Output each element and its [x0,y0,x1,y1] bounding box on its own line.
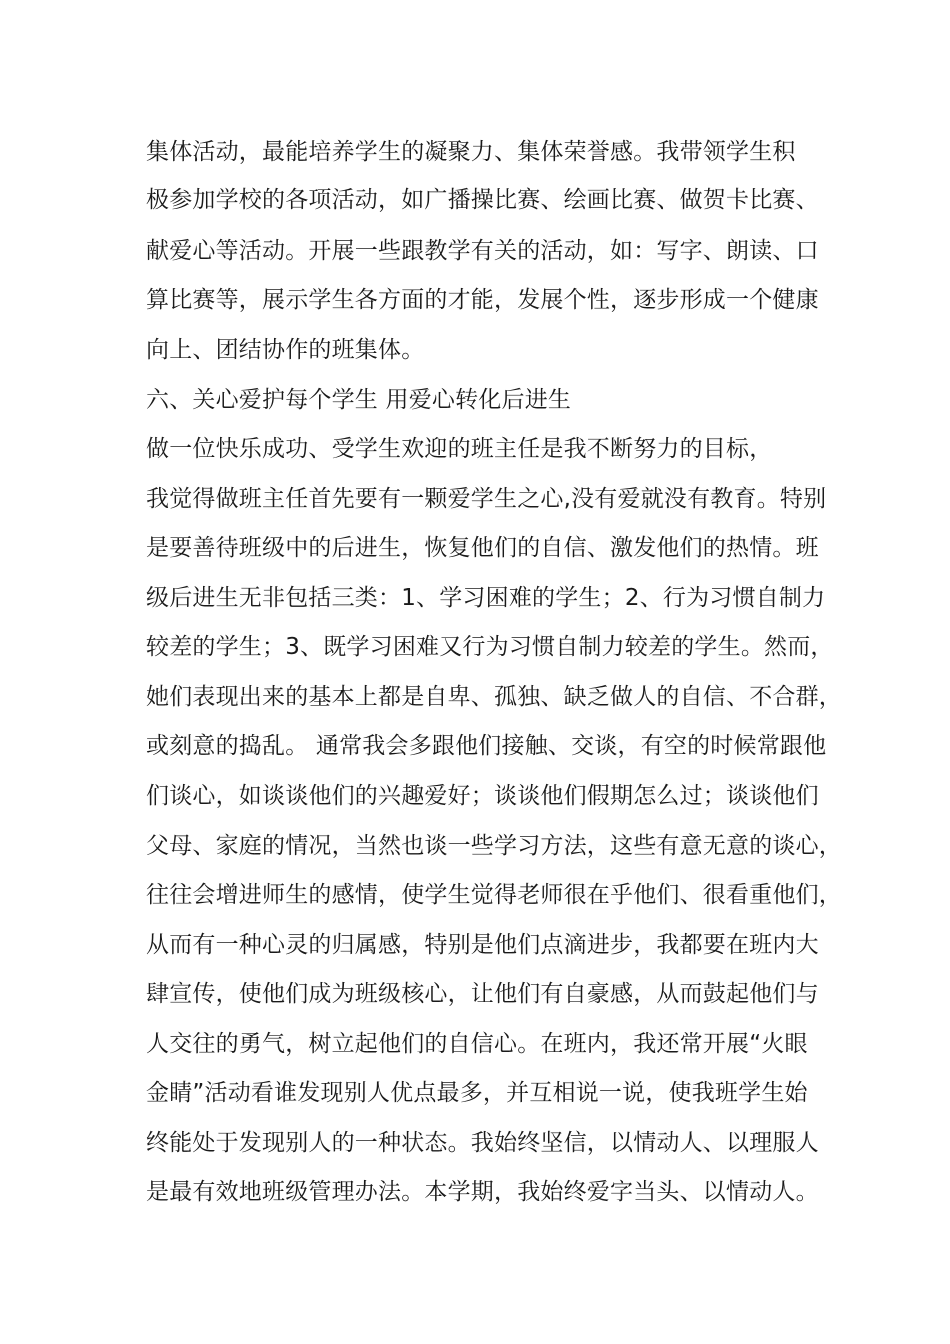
text-line: 肆宣传，使他们成为班级核心，让他们有自豪感，从而鼓起他们与 [146,981,819,1007]
text-line: 献爱心等活动。开展一些跟教学有关的活动，如：写字、朗读、口 [146,238,819,264]
text-line: 我觉得做班主任首先要有一颗爱学生之心,没有爱就没有教育。特别 [146,486,827,512]
section-heading: 六、关心爱护每个学生 用爱心转化后进生 [146,387,572,413]
text-line: 算比赛等，展示学生各方面的才能，发展个性，逐步形成一个健康 [146,287,819,313]
text-line: 她们表现出来的基本上都是自卑、孤独、缺乏做人的自信、不合群， [146,684,842,710]
text-line: 终能处于发现别人的一种状态。我始终坚信，以情动人、以理服人 [146,1130,819,1156]
text-line: 是最有效地班级管理办法。本学期，我始终爱字当头、以情动人。 [146,1179,819,1205]
text-line: 极参加学校的各项活动，如广播操比赛、绘画比赛、做贺卡比赛、 [146,187,819,213]
text-line: 集体活动，最能培养学生的凝聚力、集体荣誉感。我带领学生积 [146,139,796,165]
text-line: 父母、家庭的情况，当然也谈一些学习方法，这些有意无意的谈心， [146,833,842,859]
text-line: 或刻意的捣乱。 通常我会多跟他们接触、交谈，有空的时候常跟他 [146,733,827,759]
text-line: 从而有一种心灵的归属感，特别是他们点滴进步，我都要在班内大 [146,932,819,958]
text-line: 人交往的勇气，树立起他们的自信心。在班内，我还常开展“火眼 [146,1031,808,1057]
text-line: 向上、团结协作的班集体。 [146,337,425,363]
text-line: 们谈心，如谈谈他们的兴趣爱好；谈谈他们假期怎么过；谈谈他们 [146,783,819,809]
text-line: 较差的学生；3、既学习困难又行为习惯自制力较差的学生。然而， [146,634,834,660]
text-line: 金睛”活动看谁发现别人优点最多，并互相说一说，使我班学生始 [146,1080,808,1106]
text-line: 往往会增进师生的感情，使学生觉得老师很在乎他们、很看重他们， [146,882,842,908]
text-line: 是要善待班级中的后进生，恢复他们的自信、激发他们的热情。班 [146,535,819,561]
text-line: 级后进生无非包括三类：1、学习困难的学生；2、行为习惯自制力 [146,585,826,611]
text-line: 做一位快乐成功、受学生欢迎的班主任是我不断努力的目标， [146,436,773,462]
